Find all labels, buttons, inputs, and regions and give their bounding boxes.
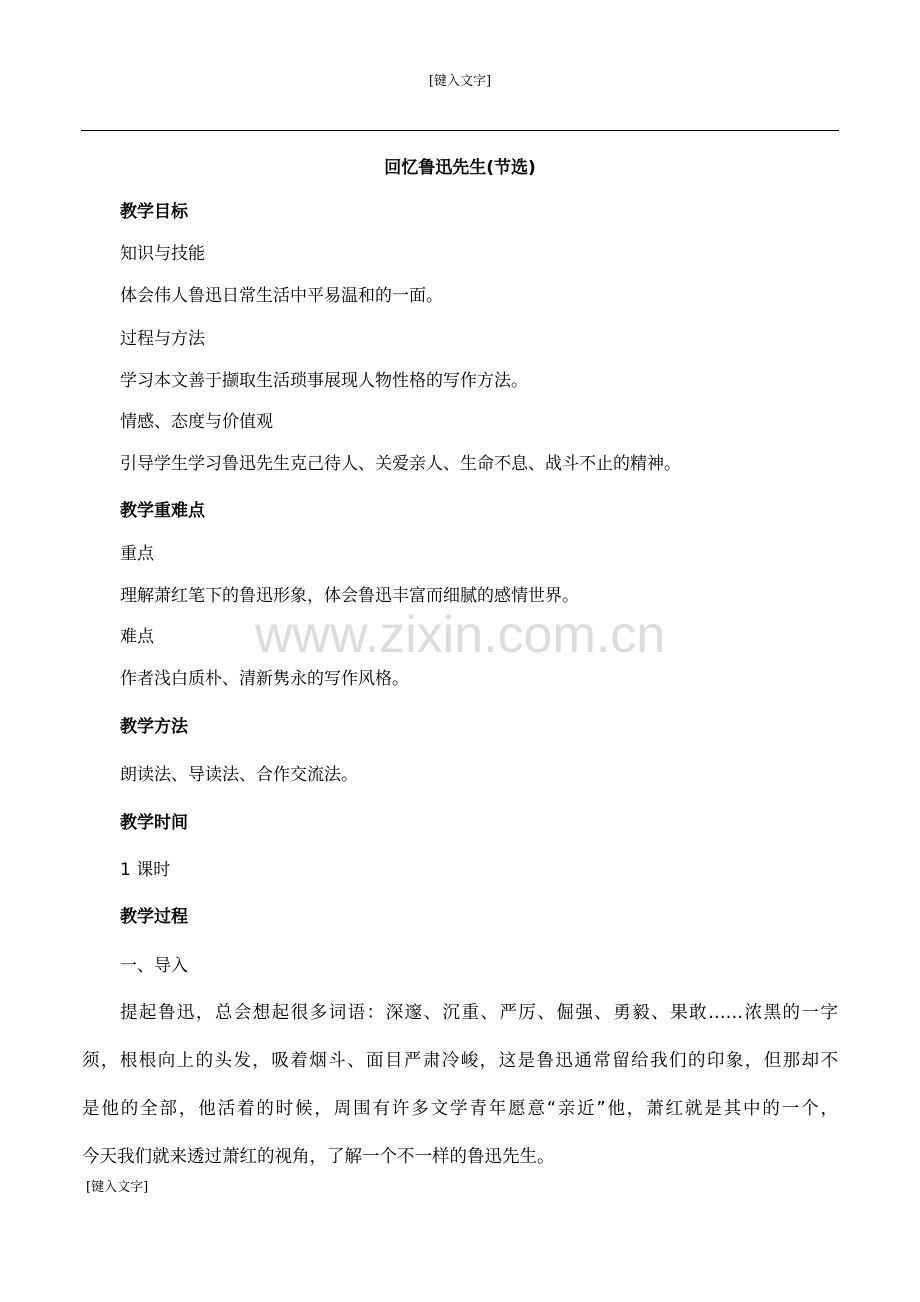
document-title: 回忆鲁迅先生(节选) (384, 158, 536, 178)
time-text: 1 课时 (120, 860, 171, 880)
key-points-heading: 教学重难点 (120, 501, 205, 521)
watermark: www.zixin.com.cn (254, 606, 666, 664)
intro-paragraph-line: 是他的全部，他活着的时候，周围有许多文学青年愿意“亲近”他，萧红就是其中的一个， (82, 1099, 838, 1119)
difficulty-text: 作者浅白质朴、清新隽永的写作风格。 (120, 669, 409, 689)
process-method-label: 过程与方法 (120, 329, 205, 349)
process-heading: 教学过程 (120, 907, 188, 927)
knowledge-text: 体会伟人鲁迅日常生活中平易温和的一面。 (120, 286, 443, 306)
difficulty-label: 难点 (120, 627, 154, 647)
emotion-text: 引导学生学习鲁迅先生克己待人、关爱亲人、生命不息、战斗不止的精神。 (120, 454, 681, 474)
focus-label: 重点 (120, 544, 154, 564)
process-method-text: 学习本文善于撷取生活琐事展现人物性格的写作方法。 (120, 371, 528, 391)
emotion-label: 情感、态度与价值观 (120, 412, 273, 432)
knowledge-label: 知识与技能 (120, 244, 205, 264)
goals-heading: 教学目标 (120, 202, 188, 222)
method-text: 朗读法、导读法、合作交流法。 (120, 765, 358, 785)
time-heading: 教学时间 (120, 813, 188, 833)
header-divider (81, 130, 839, 131)
focus-text: 理解萧红笔下的鲁迅形象，体会鲁迅丰富而细腻的感情世界。 (120, 586, 579, 606)
intro-label: 一、导入 (120, 956, 188, 976)
method-heading: 教学方法 (120, 717, 188, 737)
page-header: [键入文字] (428, 74, 492, 89)
intro-paragraph-line: 提起鲁迅，总会想起很多词语：深邃、沉重、严厉、倔强、勇毅、果敢……浓黑的一字 (120, 1003, 838, 1023)
intro-paragraph-line: 须，根根向上的头发，吸着烟斗、面目严肃冷峻，这是鲁迅通常留给我们的印象，但那却不 (82, 1051, 838, 1071)
page-footer: [键入文字] (86, 1180, 149, 1195)
intro-paragraph-line: 今天我们就来透过萧红的视角，了解一个不一样的鲁迅先生。 (82, 1147, 555, 1167)
